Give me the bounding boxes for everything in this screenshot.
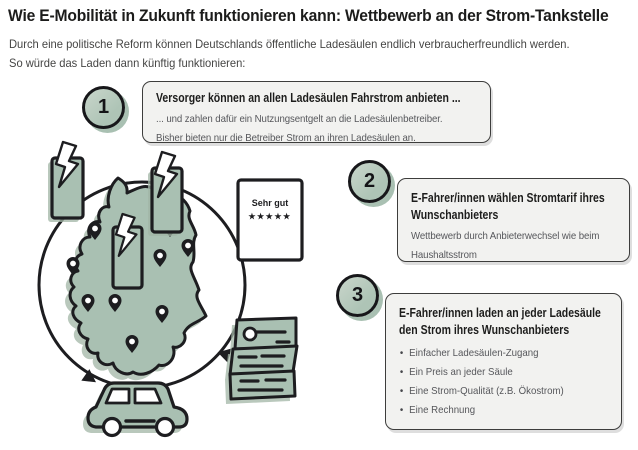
step-3-bullet-list — [399, 344, 591, 420]
bullet-item: • Ein Preis an jeder Säule — [399, 363, 591, 382]
page-subtitle — [9, 35, 612, 73]
rating-label: Sehr gut — [251, 198, 289, 208]
car-icon — [83, 383, 187, 436]
bullet-item: • Eine Rechnung — [399, 401, 591, 420]
star-rating-icons: ★★★★★ — [248, 212, 292, 221]
rating-card — [238, 180, 302, 260]
step-3-card — [385, 293, 622, 430]
step-3-badge — [336, 274, 379, 317]
car-wheel — [104, 419, 121, 436]
car-wheel — [157, 419, 174, 436]
charging-station-icon — [48, 142, 83, 222]
step-3-number: 3 — [351, 284, 364, 306]
toggle-icon — [244, 328, 256, 340]
subtitle-line: So würde das Laden dann künftig funktionieren: — [9, 56, 246, 70]
charging-flow-illustration — [0, 130, 330, 450]
step-1-body: ... und zahlen dafür ein Nutzungsentgelt an die Ladesäulenbetreiber. Bisher bieten nur die Betreiber Strom an ihren Ladesäulen an. — [156, 113, 443, 144]
bullet-item: • Eine Strom-Qualität (z.B. Ökostrom) — [399, 382, 591, 401]
subtitle-line: Durch eine politische Reform können Deutschlands öffentliche Ladesäulen endlich verbraucherfreundlich werden. — [9, 37, 570, 51]
receipt-icon — [225, 318, 297, 404]
step-2-number: 2 — [363, 170, 376, 192]
step-2-card — [397, 178, 630, 262]
step-1-number: 1 — [97, 96, 110, 118]
step-2-title: E-Fahrer/innen wählen Stromtarif ihres Wunschanbieters — [411, 191, 605, 222]
step-1-title: Versorger können an allen Ladesäulen Fahrstrom anbieten ... — [156, 91, 461, 105]
step-2-badge — [348, 160, 391, 203]
step-1-badge — [82, 86, 125, 129]
charging-station-icon — [148, 152, 182, 236]
step-3-title: E-Fahrer/innen laden an jeder Ladesäule den Strom ihres Wunschanbieters — [399, 306, 601, 337]
page-title: Wie E-Mobilität in Zukunft funktionieren kann: Wettbewerb an der Strom-Tankstelle — [8, 6, 609, 25]
car-window — [135, 389, 161, 403]
step-2-body: Wettbewerb durch Anbieterwechsel wie beim Haushaltsstrom — [411, 230, 600, 261]
bullet-item: • Einfacher Ladesäulen-Zugang — [399, 344, 591, 363]
